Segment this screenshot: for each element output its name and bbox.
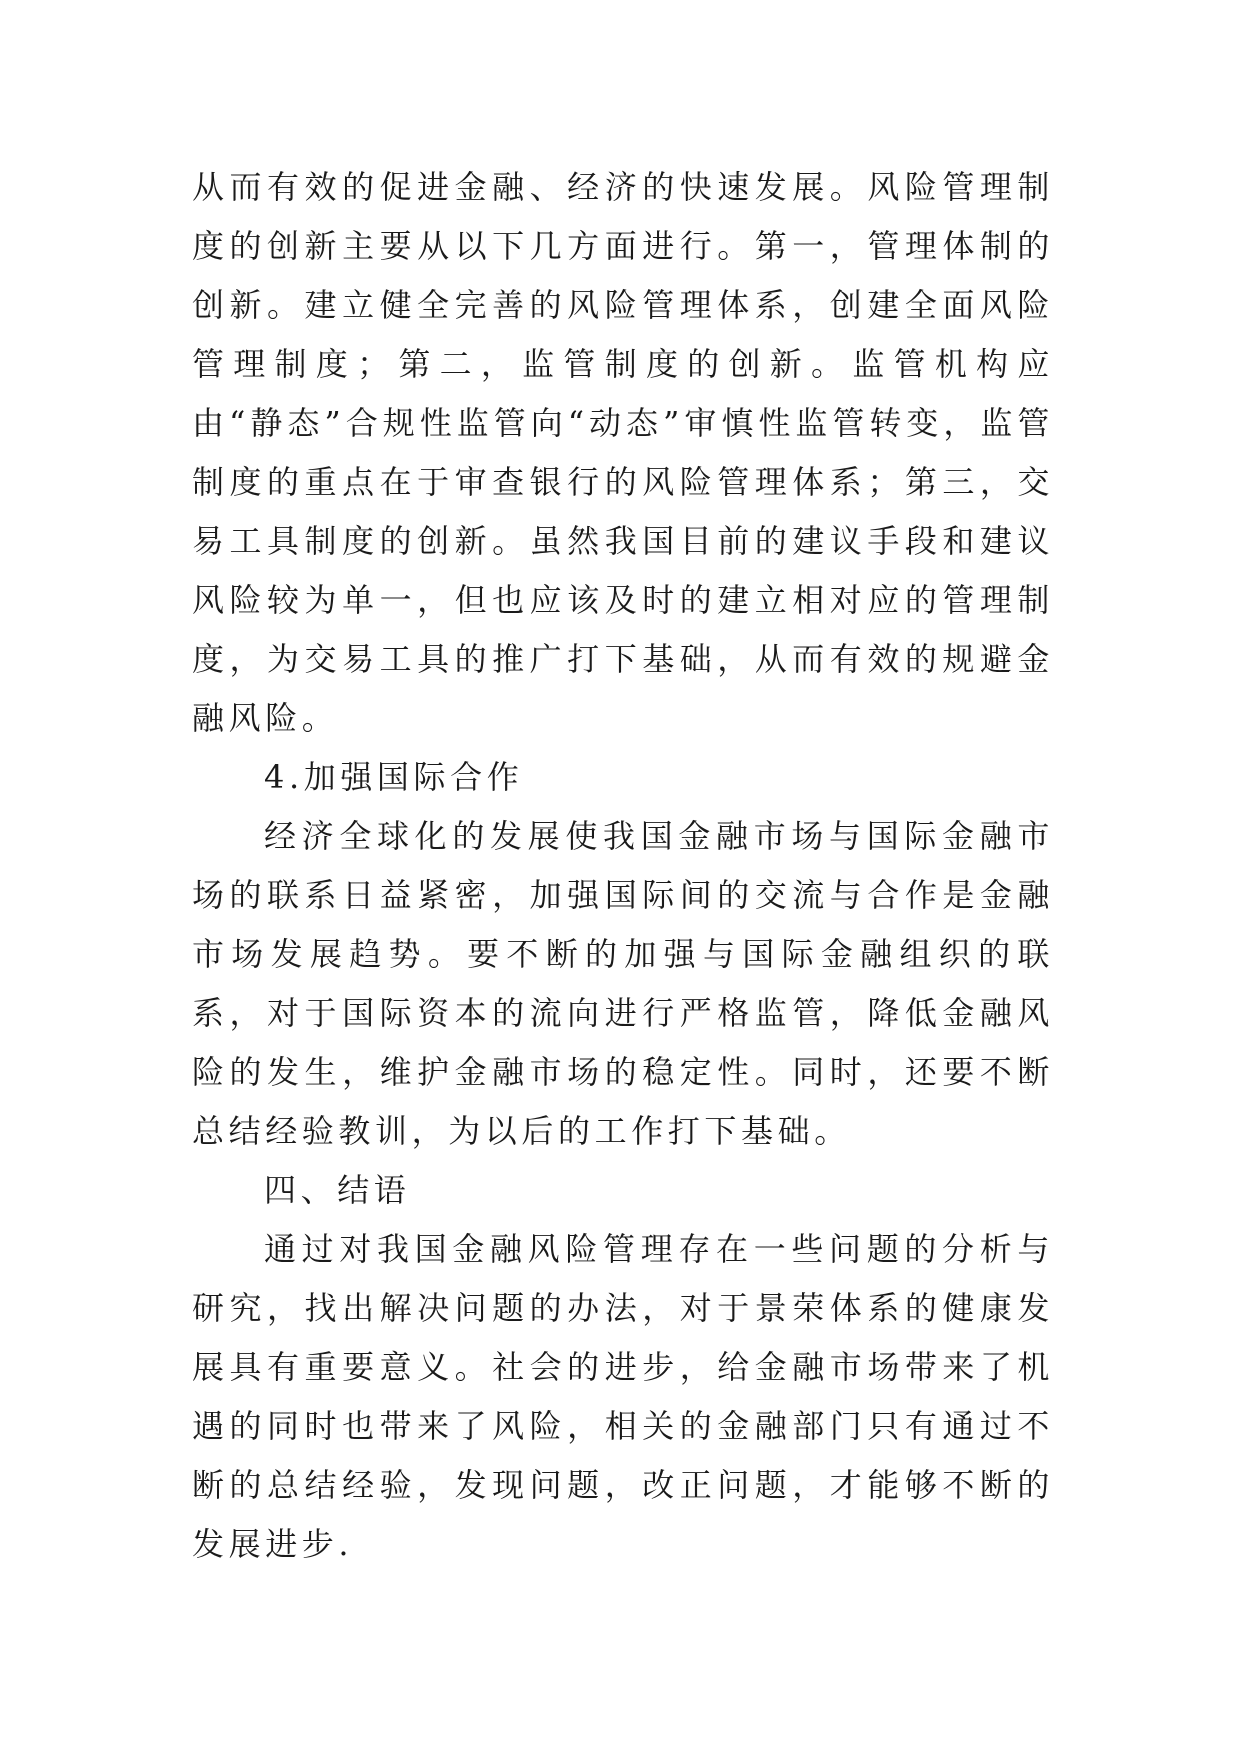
section-heading-conclusion: 四、结语 <box>264 1171 411 1209</box>
paragraph-risk-management-innovation: 从而有效的促进金融、经济的快速发展。风险管理制度的创新主要从以下几方面进行。第一，管理体制的创新。建立健全完善的风险管理体系，创建全面风险管理制度；第二，监管制度的创新。监管机构应由“静态”合规性监管向“动态”审慎性监管转变，监管制度的重点在于审查银行的风险管理体系；第三，交易工具制度的创新。虽然我国目前的建议手段和建议风险较为单一，但也应该及时的建立相对应的管理制度，为交易工具的推广打下基础，从而有效的规避金融风险。 <box>192 168 1054 737</box>
paragraph-international-cooperation: 经济全球化的发展使我国金融市场与国际金融市场的联系日益紧密，加强国际间的交流与合作是金融市场发展趋势。要不断的加强与国际金融组织的联系，对于国际资本的流向进行严格监管，降低金融风险的发生，维护金融市场的稳定性。同时，还要不断总结经验教训，为以后的工作打下基础。 <box>192 817 1054 1150</box>
document-body <box>192 158 1054 1574</box>
section-heading-international-cooperation: 4.加强国际合作 <box>264 758 524 796</box>
paragraph-conclusion: 通过对我国金融风险管理存在一些问题的分析与研究，找出解决问题的办法，对于景荣体系的健康发展具有重要意义。社会的进步，给金融市场带来了机遇的同时也带来了风险，相关的金融部门只有通过不断的总结经验，发现问题，改正问题，才能够不断的发展进步. <box>192 1230 1054 1563</box>
